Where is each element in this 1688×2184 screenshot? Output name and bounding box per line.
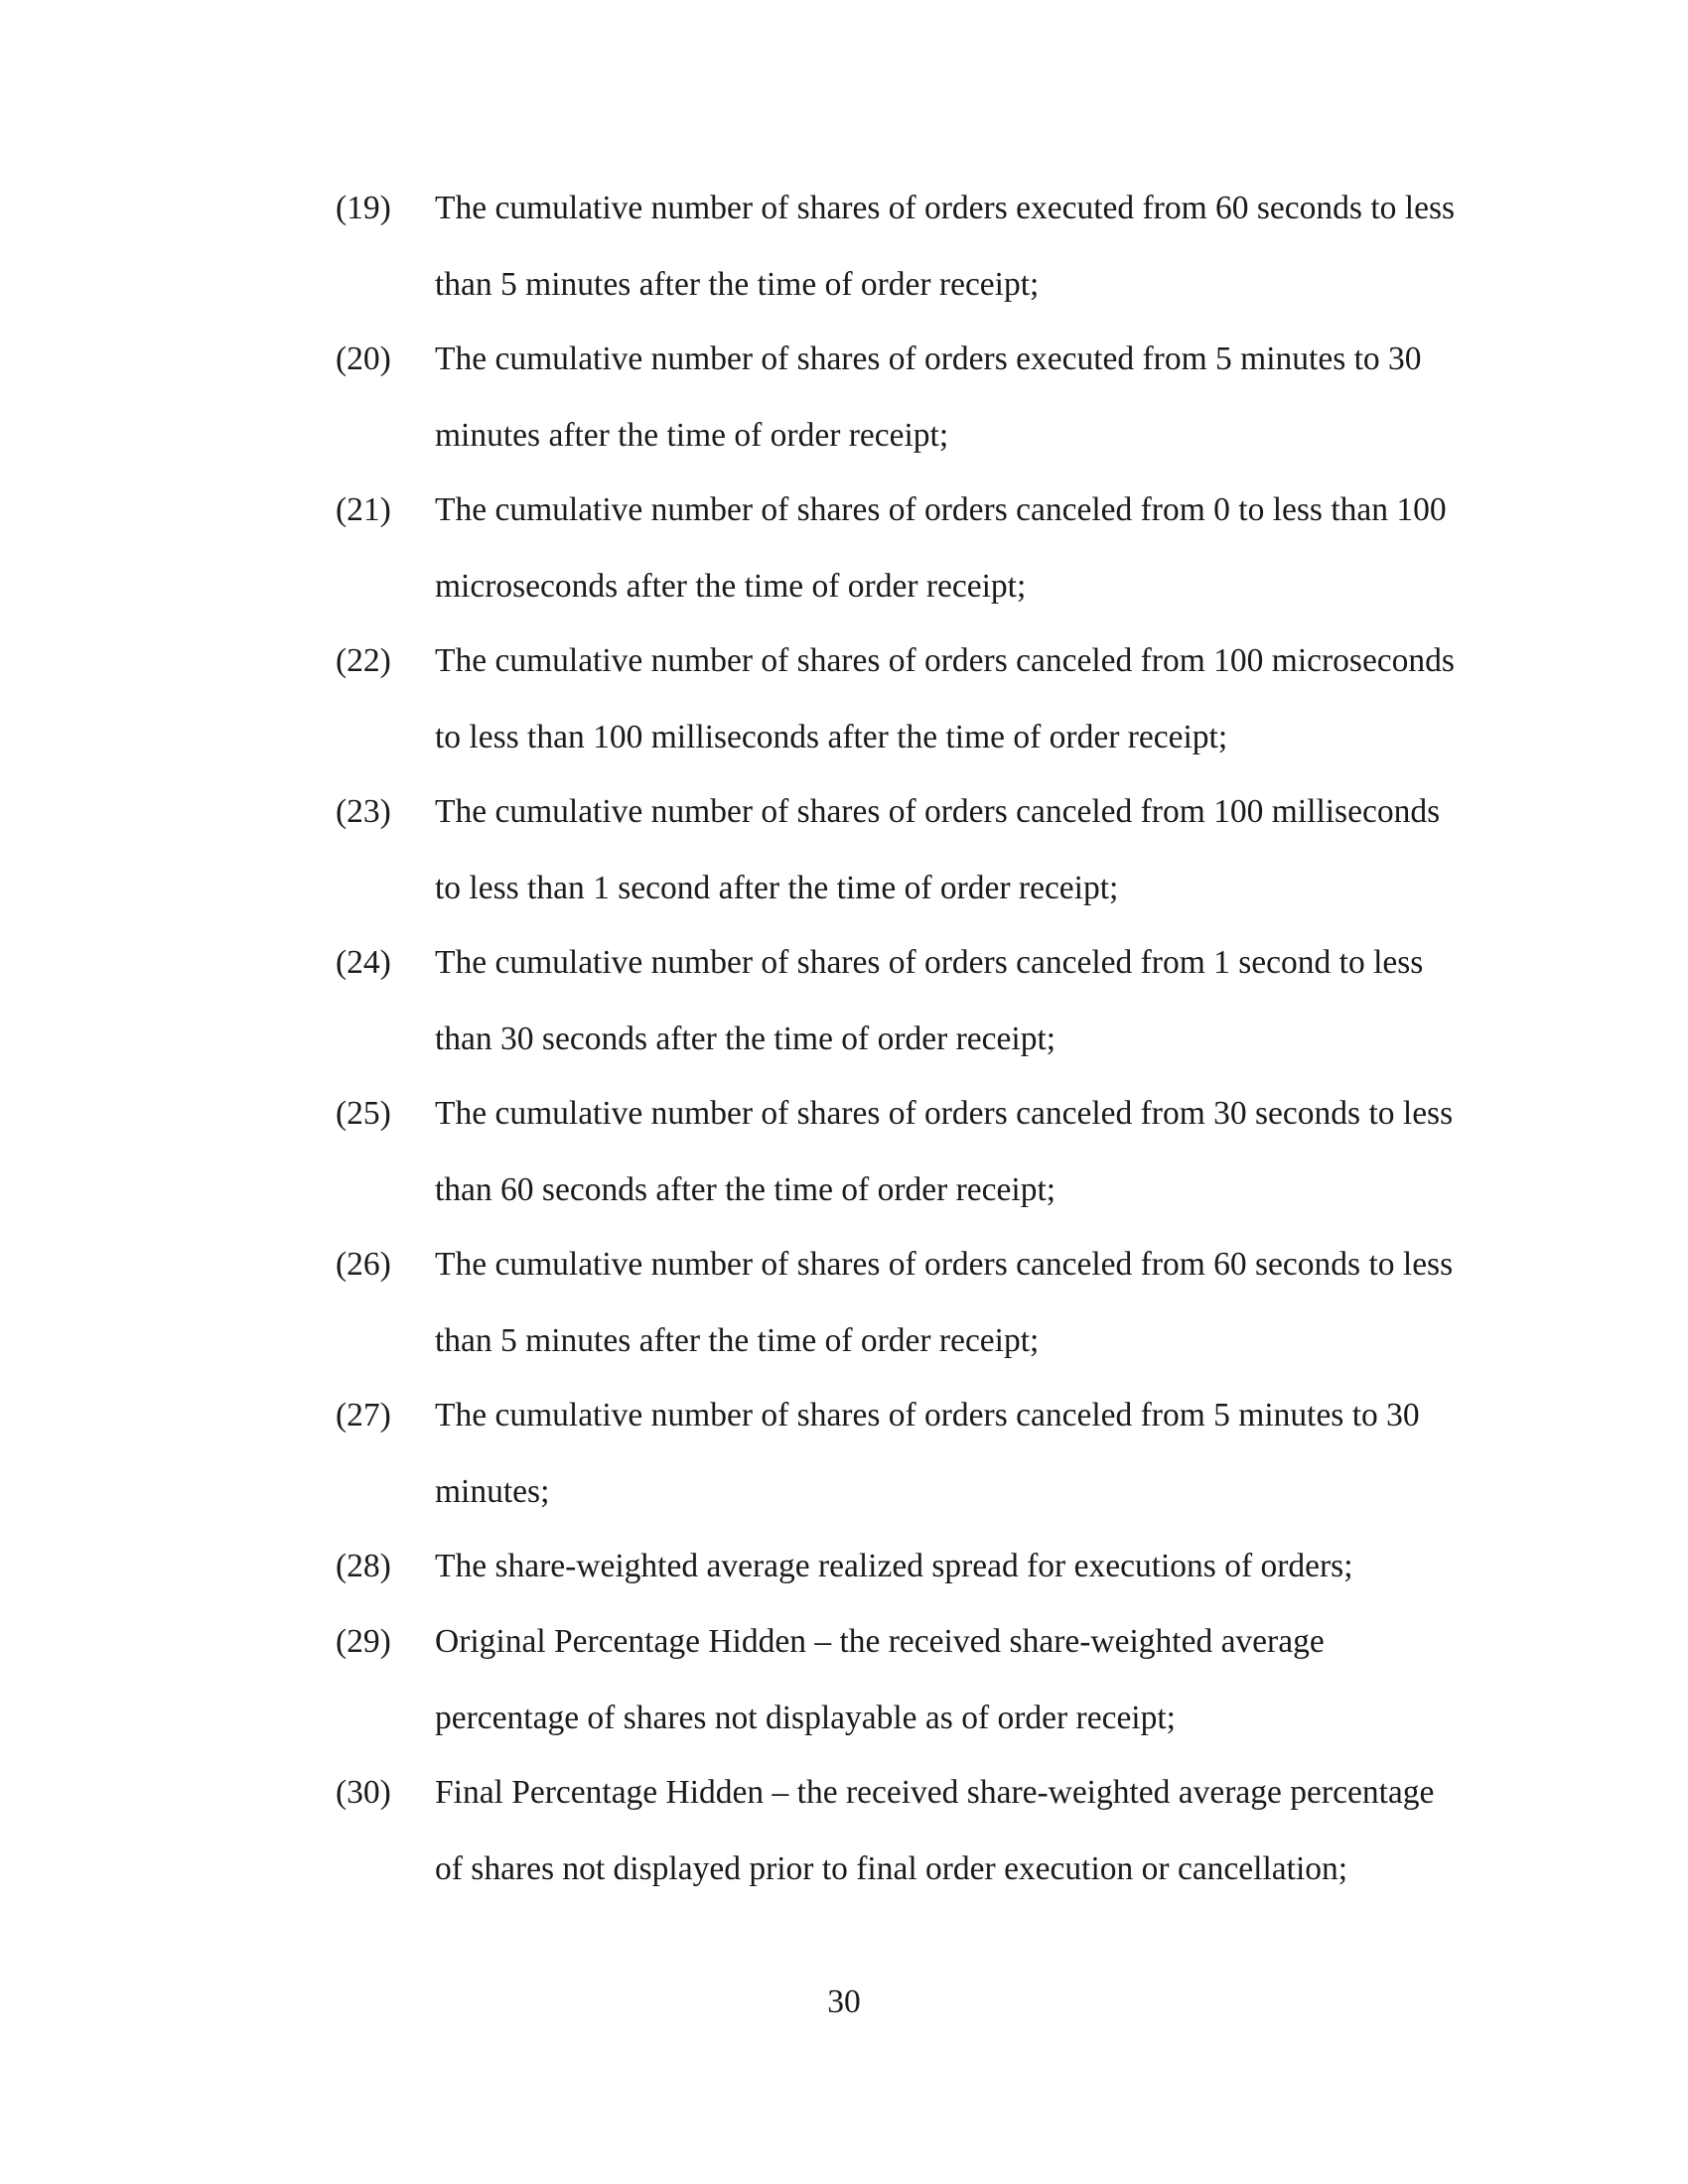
list-item: [336, 1529, 1487, 1605]
item-text: The cumulative number of shares of orders executed from 60 seconds to less than 5 minutes after the time of order receipt;: [435, 190, 1456, 303]
list-item: [336, 1755, 1487, 1907]
list-item: [336, 1378, 1487, 1530]
item-number: (21): [336, 491, 391, 528]
item-number: (29): [336, 1623, 391, 1660]
list-item: [336, 322, 1487, 474]
item-number: (24): [336, 944, 391, 981]
list-item: [336, 1227, 1487, 1379]
list-item: [336, 1076, 1487, 1228]
item-text: The cumulative number of shares of orders canceled from 1 second to less than 30 seconds after the time of order receipt;: [435, 944, 1424, 1057]
list-item: [336, 774, 1487, 926]
item-number: (25): [336, 1095, 391, 1132]
item-number: (23): [336, 793, 391, 830]
item-text: Original Percentage Hidden – the received share-weighted average percentage of shares not displayable as of order receipt;: [435, 1623, 1325, 1736]
item-number: (28): [336, 1548, 391, 1584]
list-item: [336, 171, 1487, 323]
item-number: (30): [336, 1774, 391, 1811]
item-text: The share-weighted average realized spread for executions of orders;: [435, 1548, 1353, 1584]
item-text: The cumulative number of shares of orders canceled from 30 seconds to less than 60 seconds after the time of order receipt;: [435, 1095, 1454, 1208]
item-text: Final Percentage Hidden – the received share-weighted average percentage of shares not displayed prior to final order execution or cancellation;: [435, 1774, 1435, 1887]
item-number: (19): [336, 190, 391, 226]
item-number: (22): [336, 642, 391, 679]
item-text: The cumulative number of shares of orders canceled from 100 milliseconds to less than 1 second after the time of order receipt;: [435, 793, 1441, 906]
item-text: The cumulative number of shares of orders canceled from 5 minutes to 30 minutes;: [435, 1397, 1420, 1510]
list-item: [336, 473, 1487, 624]
list-item: [336, 925, 1487, 1077]
item-text: The cumulative number of shares of orders canceled from 100 microseconds to less than 100 milliseconds after the time of order receipt;: [435, 642, 1455, 755]
list-item: [336, 623, 1487, 775]
item-number: (20): [336, 341, 391, 377]
item-number: (26): [336, 1246, 391, 1283]
item-number: (27): [336, 1397, 391, 1433]
item-text: The cumulative number of shares of orders canceled from 60 seconds to less than 5 minutes after the time of order receipt;: [435, 1246, 1454, 1359]
list-item: [336, 1604, 1487, 1756]
item-text: The cumulative number of shares of orders executed from 5 minutes to 30 minutes after the time of order receipt;: [435, 341, 1422, 454]
page-number: 30: [827, 1983, 861, 2020]
item-text: The cumulative number of shares of orders canceled from 0 to less than 100 microseconds after the time of order receipt;: [435, 491, 1447, 605]
